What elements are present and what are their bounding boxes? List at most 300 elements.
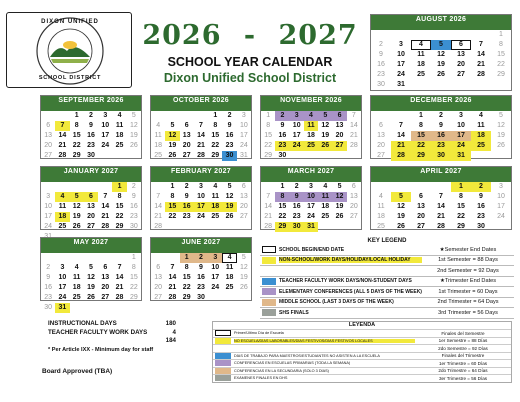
legend-swatch <box>262 267 276 274</box>
day-cell: 9 <box>131 193 136 200</box>
day-cell: 24 <box>497 213 505 220</box>
day-cell: 1 <box>131 254 136 261</box>
day-cell: 20 <box>101 284 110 291</box>
day-cell: 30 <box>431 151 451 161</box>
day-cell: 1 <box>170 183 175 190</box>
legend-day-count: Finales del Semestre <box>441 330 485 336</box>
day-cell: 10 <box>304 192 318 202</box>
day-cell: 6 <box>332 111 346 121</box>
legend-day-count: ★Semester End Dates <box>439 246 497 253</box>
day-cell: 21 <box>101 213 110 220</box>
day-cell: 4 <box>213 183 218 190</box>
legend-swatch <box>262 278 276 285</box>
day-cell: 9 <box>280 122 285 129</box>
day-cell: 25 <box>377 223 385 230</box>
day-cell: 15 <box>182 274 191 281</box>
legend-row <box>213 367 511 375</box>
day-cell: 20 <box>335 132 344 139</box>
day-grid <box>261 111 361 161</box>
legend-row <box>260 287 514 298</box>
day-cell: 16 <box>129 203 138 210</box>
day-cell: 23 <box>182 213 191 220</box>
day-cell: 26 <box>87 294 95 301</box>
day-cell: 2 <box>275 111 289 121</box>
day-cell: 12 <box>397 203 405 210</box>
day-cell: 28 <box>349 142 358 149</box>
day-cell: 8 <box>459 193 463 200</box>
day-cell: 13 <box>335 122 344 129</box>
day-cell: 19 <box>72 213 81 220</box>
day-cell: 17 <box>497 203 505 210</box>
day-cell: 20 <box>87 213 95 220</box>
key-legend-title: KEY LEGEND <box>367 238 407 244</box>
day-cell: 2 <box>227 112 232 119</box>
day-cell: 23 <box>197 284 205 291</box>
day-cell: 17 <box>292 132 301 139</box>
day-grid <box>151 253 251 303</box>
legend-day-count: 2nd Trimester = 64 Days <box>437 299 499 306</box>
day-cell: 26 <box>239 284 248 291</box>
day-cell: 11 <box>417 51 425 58</box>
day-cell: 19 <box>129 132 138 139</box>
day-cell: 13 <box>154 274 163 281</box>
day-cell: 7 <box>479 41 483 48</box>
day-cell: 22 <box>264 142 273 149</box>
day-cell: 13 <box>182 132 191 139</box>
day-cell: 2 <box>439 112 443 119</box>
month-title: AUGUST 2026 <box>371 15 511 25</box>
legend-day-count: 1er Semestre = 88 Días <box>438 338 488 344</box>
day-cell: 22 <box>211 142 220 149</box>
legend-row <box>213 337 511 345</box>
day-cell: 2 <box>471 182 491 192</box>
day-cell: 20 <box>154 284 163 291</box>
day-cell: 22 <box>168 213 177 220</box>
month-june-2027 <box>150 237 252 301</box>
day-cell: 19 <box>437 61 445 68</box>
key-legend <box>260 237 514 319</box>
day-cell: 26 <box>335 213 344 220</box>
day-cell: 24 <box>307 213 315 220</box>
day-cell: 17 <box>397 61 405 68</box>
empty-cell <box>84 182 98 192</box>
empty-cell <box>371 30 391 40</box>
empty-cell <box>391 30 411 40</box>
day-cell: 21 <box>264 213 273 220</box>
day-cell: 31 <box>451 151 471 161</box>
empty-cell <box>84 253 98 263</box>
day-cell: 6 <box>241 183 246 190</box>
day-cell: 14 <box>264 203 273 210</box>
day-cell: 6 <box>351 183 356 190</box>
empty-cell <box>411 30 431 40</box>
day-cell: 6 <box>156 264 161 271</box>
day-cell: 30 <box>477 223 485 230</box>
day-cell: 24 <box>239 142 248 149</box>
day-cell: 14 <box>168 274 177 281</box>
day-cell: 15 <box>457 203 465 210</box>
day-cell: 3 <box>399 41 403 48</box>
day-cell: 1 <box>280 183 285 190</box>
month-title: MAY 2027 <box>41 238 141 248</box>
day-cell: 18 <box>208 202 222 212</box>
day-cell: 14 <box>154 203 163 210</box>
empty-cell <box>151 111 165 121</box>
staff-note: * Per Article IXX - Minimum day for staff <box>48 346 154 353</box>
day-cell: 26 <box>168 152 177 159</box>
day-cell: 3 <box>60 264 65 271</box>
day-grid <box>371 111 511 161</box>
day-cell: 28 <box>58 152 67 159</box>
day-cell: 29 <box>129 294 138 301</box>
empty-cell <box>41 111 55 121</box>
day-cell: 12 <box>72 203 81 210</box>
day-cell: 4 <box>222 253 236 263</box>
day-cell: 10 <box>457 122 465 129</box>
day-cell: 8 <box>131 264 136 271</box>
legend-swatch <box>262 246 276 253</box>
day-cell: 5 <box>391 192 411 202</box>
day-cell: 14 <box>477 51 485 58</box>
empty-cell <box>371 182 391 192</box>
month-december-2026 <box>370 95 512 159</box>
day-cell: 26 <box>397 223 405 230</box>
day-cell: 6 <box>379 122 383 129</box>
district-logo <box>6 12 132 88</box>
day-cell: 28 <box>168 294 177 301</box>
day-cell: 8 <box>499 41 503 48</box>
day-cell: 19 <box>87 284 95 291</box>
day-cell: 6 <box>451 40 471 50</box>
day-cell: 2 <box>131 183 136 190</box>
day-cell: 4 <box>323 183 328 190</box>
legend-swatch <box>215 353 231 359</box>
legend-swatch <box>215 338 231 344</box>
day-cell: 15 <box>129 274 138 281</box>
legend-label: SHS FINALS <box>279 309 309 316</box>
day-cell: 27 <box>239 213 248 220</box>
legend-day-count: 1st Trimester = 60 Days <box>438 288 498 295</box>
legend-label: TEACHER FACULTY WORK DAYS/NON-STUDENT DAYS <box>279 278 412 285</box>
day-cell: 27 <box>377 152 385 159</box>
board-approved: Board Approved (TBA) <box>42 368 113 375</box>
day-cell: 16 <box>431 131 451 141</box>
legend-day-count: ★Trimester End Dates <box>439 278 497 285</box>
day-cell: 13 <box>417 203 425 210</box>
day-cell: 16 <box>377 61 385 68</box>
month-august-2026 <box>370 14 512 91</box>
day-cell: 14 <box>437 203 445 210</box>
legend-label: DÍAS DE TRABAJO PARA MAESTROS/ESTUDIANTES NO ASISTEN A LA ESCUELA <box>234 353 380 358</box>
day-cell: 21 <box>58 142 67 149</box>
day-cell: 18 <box>307 132 315 139</box>
day-cell: 11 <box>477 122 485 129</box>
day-cell: 20 <box>377 142 385 149</box>
legend-swatch <box>215 368 231 374</box>
day-cell: 30 <box>197 294 205 301</box>
day-cell: 2 <box>46 264 51 271</box>
day-cell: 27 <box>154 294 163 301</box>
empty-cell <box>391 182 411 192</box>
day-cell: 7 <box>103 193 108 200</box>
empty-cell <box>70 182 84 192</box>
day-cell: 20 <box>239 203 248 210</box>
day-cell: 15 <box>411 131 431 141</box>
day-cell: 8 <box>419 122 423 129</box>
day-cell: 19 <box>168 142 177 149</box>
day-cell: 4 <box>156 122 161 129</box>
day-cell: 5 <box>89 264 93 271</box>
legend-row <box>213 329 511 337</box>
day-cell: 21 <box>115 284 124 291</box>
empty-cell <box>371 111 391 121</box>
day-cell: 28 <box>437 223 445 230</box>
day-cell: 9 <box>227 122 232 129</box>
day-cell: 24 <box>451 141 471 151</box>
day-cell: 13 <box>377 132 385 139</box>
day-cell: 9 <box>89 122 93 129</box>
day-cell: 13 <box>349 193 358 200</box>
day-cell: 16 <box>44 284 53 291</box>
day-cell: 20 <box>457 61 465 68</box>
day-cell: 2 <box>89 112 93 119</box>
day-cell: 5 <box>227 183 232 190</box>
day-cell: 13 <box>239 193 248 200</box>
empty-cell <box>112 253 126 263</box>
day-cell: 1 <box>112 182 126 192</box>
day-cell: 3 <box>241 112 246 119</box>
day-cell: 28 <box>264 223 273 230</box>
legend-row <box>260 256 514 267</box>
day-cell: 12 <box>129 122 138 129</box>
legend-row <box>213 352 511 360</box>
empty-cell <box>98 253 112 263</box>
month-january-2027 <box>40 166 142 230</box>
day-cell: 21 <box>349 132 358 139</box>
day-cell: 11 <box>318 192 332 202</box>
day-cell: 20 <box>44 142 53 149</box>
legend-day-count: 2do Trimestre = 64 Días <box>438 368 488 374</box>
month-may-2027 <box>40 237 142 311</box>
day-cell: 2 <box>184 183 189 190</box>
month-september-2026 <box>40 95 142 159</box>
day-grid <box>41 253 141 313</box>
day-cell: 24 <box>101 142 110 149</box>
day-cell: 27 <box>44 152 53 159</box>
day-cell: 16 <box>278 132 287 139</box>
month-title: MARCH 2027 <box>261 167 361 177</box>
day-cell: 12 <box>87 274 95 281</box>
day-cell: 30 <box>44 304 53 311</box>
legend-label: NON-SCHOOL/WORK DAYS/HOLIDAY/LOCAL HOLIDAY <box>279 257 422 263</box>
day-cell: 3 <box>208 253 222 263</box>
day-cell: 25 <box>154 152 163 159</box>
day-cell: 25 <box>471 141 491 151</box>
legend-day-count: 2do Semestre = 92 Días <box>438 345 488 351</box>
day-cell: 28 <box>154 223 163 230</box>
legend-row <box>213 359 511 367</box>
day-cell: 20 <box>417 213 425 220</box>
month-march-2027 <box>260 166 362 230</box>
day-cell: 16 <box>477 203 485 210</box>
day-cell: 24 <box>290 141 304 151</box>
day-grid <box>371 30 511 90</box>
day-cell: 19 <box>222 202 236 212</box>
day-cell: 18 <box>115 132 124 139</box>
day-cell: 7 <box>117 264 122 271</box>
day-cell: 22 <box>182 284 191 291</box>
day-cell: 21 <box>437 213 445 220</box>
day-cell: 3 <box>459 112 463 119</box>
day-cell: 1 <box>180 253 194 263</box>
day-cell: 5 <box>318 111 332 121</box>
day-cell: 5 <box>70 192 84 202</box>
day-cell: 19 <box>321 132 330 139</box>
day-cell: 29 <box>457 223 465 230</box>
day-cell: 9 <box>439 122 443 129</box>
day-cell: 29 <box>115 223 124 230</box>
spanish-legend <box>212 321 512 383</box>
day-cell: 20 <box>349 203 358 210</box>
day-cell: 24 <box>58 294 67 301</box>
day-cell: 8 <box>213 122 218 129</box>
day-cell: 14 <box>349 122 358 129</box>
month-february-2027 <box>150 166 252 230</box>
day-cell: 11 <box>73 274 81 281</box>
day-cell: 10 <box>101 122 110 129</box>
day-cell: 22 <box>72 142 81 149</box>
day-cell: 27 <box>457 71 465 78</box>
legend-label: SCHOOL BEGIN/END DATE <box>279 246 345 253</box>
legend-day-count: 1st Semester = 88 Days <box>438 257 498 264</box>
calendar-subtitle: SCHOOL YEAR CALENDAR <box>167 55 333 69</box>
day-cell: 7 <box>266 193 271 200</box>
day-cell: 12 <box>497 122 505 129</box>
day-grid <box>261 182 361 232</box>
day-cell: 6 <box>419 193 423 200</box>
day-cell: 30 <box>87 152 95 159</box>
day-cell: 9 <box>379 51 383 58</box>
empty-cell <box>431 182 451 192</box>
day-cell: 6 <box>46 122 51 129</box>
month-november-2026 <box>260 95 362 159</box>
day-cell: 18 <box>471 131 491 141</box>
day-cell: 26 <box>318 141 332 151</box>
day-cell: 25 <box>211 213 220 220</box>
day-cell: 16 <box>292 203 301 210</box>
day-cell: 25 <box>321 213 330 220</box>
day-cell: 7 <box>170 264 175 271</box>
day-cell: 23 <box>377 71 385 78</box>
day-cell: 15 <box>264 132 273 139</box>
day-cell: 8 <box>275 192 289 202</box>
day-cell: 13 <box>457 51 465 58</box>
legend-row <box>213 374 511 382</box>
day-cell: 23 <box>44 294 53 301</box>
day-cell: 1 <box>419 112 423 119</box>
day-cell: 11 <box>304 121 318 131</box>
empty-cell <box>55 111 69 121</box>
empty-cell <box>180 111 194 121</box>
empty-cell <box>194 111 208 121</box>
day-cell: 8 <box>266 122 271 129</box>
empty-cell <box>165 253 179 263</box>
day-cell: 25 <box>417 71 425 78</box>
day-cell: 11 <box>377 203 385 210</box>
day-cell: 29 <box>264 152 273 159</box>
day-cell: 17 <box>194 202 208 212</box>
day-cell: 14 <box>115 274 124 281</box>
legend-row <box>260 308 514 319</box>
school-years <box>134 20 366 52</box>
teacher-work-days-value: 4 <box>172 328 176 336</box>
day-cell: 28 <box>197 152 205 159</box>
day-cell: 3 <box>309 183 313 190</box>
legend-swatch <box>215 375 231 381</box>
day-totals <box>48 320 176 354</box>
total-days-value: 184 <box>165 337 176 344</box>
legend-row <box>260 245 514 256</box>
day-cell: 8 <box>184 264 189 271</box>
day-cell: 31 <box>55 303 69 313</box>
legend-label: EXÁMENES FINALES EN DHS <box>234 376 288 381</box>
legend-swatch <box>262 309 276 316</box>
day-cell: 6 <box>103 264 108 271</box>
day-cell: 4 <box>379 193 383 200</box>
legend-label: Primer/Último Día de Escuela <box>234 331 284 336</box>
day-cell: 3 <box>46 193 51 200</box>
day-cell: 1 <box>74 112 79 119</box>
day-cell: 12 <box>165 131 179 141</box>
day-cell: 4 <box>304 111 318 121</box>
day-cell: 18 <box>321 203 330 210</box>
empty-cell <box>261 182 275 192</box>
month-title: JUNE 2027 <box>151 238 251 248</box>
legend-day-count: 1er Trimestre = 60 Días <box>438 360 488 366</box>
empty-cell <box>431 30 451 40</box>
day-cell: 19 <box>397 213 405 220</box>
day-cell: 7 <box>439 193 443 200</box>
empty-cell <box>151 253 165 263</box>
day-cell: 24 <box>197 213 205 220</box>
day-cell: 8 <box>74 122 79 129</box>
day-cell: 17 <box>239 132 248 139</box>
empty-cell <box>471 30 491 40</box>
legend-label: ELEMENTARY CONFERENCES (ALL 5 DAYS OF THE WEEK) <box>279 288 422 295</box>
day-cell: 22 <box>278 213 287 220</box>
day-cell: 14 <box>101 203 110 210</box>
day-cell: 14 <box>58 132 67 139</box>
empty-cell <box>41 253 55 263</box>
day-cell: 17 <box>211 274 220 281</box>
day-cell: 28 <box>477 71 485 78</box>
day-cell: 31 <box>304 222 318 232</box>
day-cell: 7 <box>55 121 69 131</box>
day-cell: 26 <box>497 142 505 149</box>
day-cell: 12 <box>239 264 248 271</box>
legend-swatch <box>262 299 276 306</box>
day-cell: 17 <box>44 213 53 220</box>
day-cell: 3 <box>103 112 108 119</box>
legend-label: CONFERENCIAS EN ESCUELAS PRIMARIAS (TODA LA SEMANA) <box>234 361 351 366</box>
empty-cell <box>98 182 112 192</box>
day-cell: 4 <box>479 112 483 119</box>
legend-day-count: Finales del Trimestre <box>441 353 485 359</box>
day-cell: 11 <box>225 264 234 271</box>
day-cell: 18 <box>377 213 385 220</box>
year-end: 2027 <box>278 20 358 51</box>
day-cell: 22 <box>115 213 124 220</box>
